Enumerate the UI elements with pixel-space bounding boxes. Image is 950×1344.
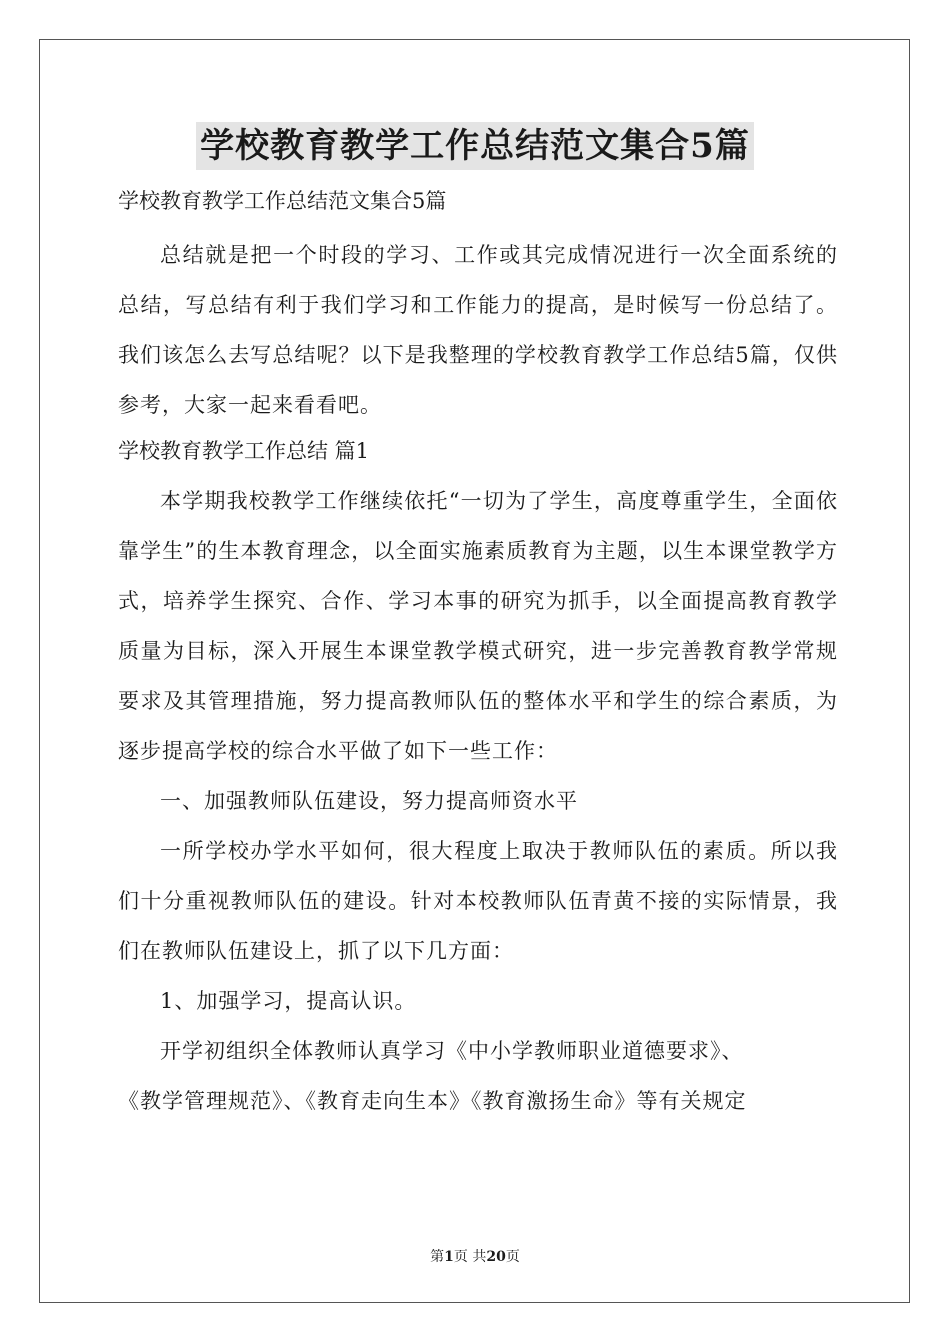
title-container — [0, 122, 950, 170]
document-title: 学校教育教学工作总结范文集合5篇 — [196, 122, 754, 170]
footer-total-pages: 20 — [486, 1249, 506, 1265]
document-body — [118, 180, 838, 1126]
body-paragraph-1: 本学期我校教学工作继续依托“一切为了学生，高度尊重学生，全面依靠学生”的生本教育理念，以全面实施素质教育为主题，以生本课堂教学方式，培养学生探究、合作、学习本事的研究为抓手，以全面提高教育教学质量为目标，深入开展生本课堂教学模式研究，进一步完善教育教学常规要求及其管理措施，努力提高教师队伍的整体水平和学生的综合素质，为逐步提高学校的综合水平做了如下一些工作： — [118, 489, 838, 763]
footer-mid: 页 共 — [453, 1249, 487, 1265]
body-paragraph-2: 一所学校办学水平如何，很大程度上取决于教师队伍的素质。所以我们十分重视教师队伍的建设。针对本校教师队伍青黄不接的实际情景，我们在教师队伍建设上，抓了以下几方面： — [118, 839, 838, 963]
page-footer — [0, 1246, 950, 1266]
footer-page-number: 1 — [444, 1249, 454, 1265]
section-heading: 学校教育教学工作总结 篇1 — [118, 439, 370, 463]
intro-paragraph: 总结就是把一个时段的学习、工作或其完成情况进行一次全面系统的总结，写总结有利于我们学习和工作能力的提高，是时候写一份总结了。我们该怎么去写总结呢？以下是我整理的学校教育教学工作总结5篇，仅供参考，大家一起来看看吧。 — [118, 243, 838, 417]
document-subtitle: 学校教育教学工作总结范文集合5篇 — [118, 189, 447, 213]
point-heading-1: 一、加强教师队伍建设，努力提高师资水平 — [160, 789, 578, 813]
sub-point-1: 1、加强学习，提高认识。 — [160, 989, 417, 1013]
body-paragraph-3-start: 开学初组织全体教师认真学习《中小学教师职业道德要求》、 — [160, 1039, 744, 1063]
footer-prefix: 第 — [430, 1249, 445, 1265]
body-paragraph-3-line2: 《教学管理规范》、《教育走向生本》《教育激扬生命》等有关规定 — [118, 1089, 747, 1113]
footer-suffix: 页 — [505, 1249, 520, 1265]
